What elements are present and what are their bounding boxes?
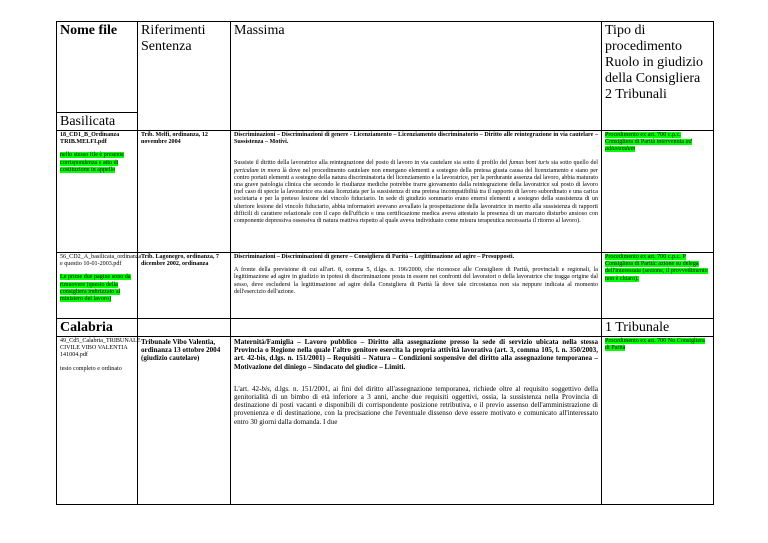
- file-cell: [57, 253, 142, 319]
- procedure-cell: [602, 253, 714, 319]
- table-row: [57, 131, 714, 253]
- section-calabria-tribunali: 1 Tribunale: [602, 319, 714, 337]
- procedure-cell: [602, 337, 714, 505]
- file-name: 56_CD2_A_basilicata_ordinanza e questio 10-01-2003.pdf: [60, 254, 142, 268]
- reference-cell: Trib. Lagonegro, ordinanza, 7 dicembre 2002, ordinanza: [138, 253, 231, 319]
- massima-title: Discriminazioni – Discriminazioni di genere - Licenziamento – Licenziamento discriminatorio – Diritto alle reintegrazione in via cautelare – Sussistenza – Motivi.: [234, 132, 598, 146]
- procedure-type: Procedimento ex art. 700 c.p.c. Consigliera di Parità intervenuta ad adiuvandum: [605, 132, 692, 153]
- massima-title: Discriminazioni – Discriminazioni di genere – Consigliera di Parità – Legittimazione ad agire – Presupposti.: [234, 254, 515, 260]
- file-cell: [57, 337, 141, 505]
- reference-cell: Tribunale Vibo Valentia, ordinanza 13 ottobre 2004 (giudizio cautelare): [138, 337, 231, 505]
- table-row: [57, 337, 714, 505]
- section-calabria-region: Calabria: [57, 319, 138, 337]
- section-basilicata-tribunali: 2 Tribunali: [605, 87, 667, 102]
- procedure-cell: [602, 131, 714, 253]
- sentences-table: [56, 21, 714, 505]
- header-tipo-procedimento: Tipo di procedimento Ruolo in giudizio della Consigliera 2 Tribunali: [602, 22, 714, 131]
- procedure-type: Procedimento ex art. 700 c.p.c. P Consigliera di Parità: azione su delega dell'interessata (sezione, il provvedimento non è chiaro).: [605, 254, 708, 282]
- procedure-type: Procedimento ex art. 700 No Consigliera di Parità: [605, 338, 705, 352]
- file-note: Le prime due pagine sono da rimuovere (questo della consigliera indirizzato al ministero del lavoro): [60, 274, 131, 303]
- massima-cell: [231, 253, 602, 319]
- section-basilicata-region: Basilicata: [57, 113, 138, 131]
- massima-cell: [231, 337, 602, 505]
- table-row: [57, 253, 714, 319]
- massima-text: L'art. 42-bis, d.lgs. n. 151/2001, ai fini del diritto all'assegnazione temporanea, richiede oltre al requisito soggettivo della genitorialità di un bimbo di età inferiore a 3 anni, anche due requisiti oggettivi, ossia, la sussistenza nella Provincia di destinazione di posti vacanti e disponibili di corrispondente posizione retributiva, e il previo assenso dell'amministrazione di provenienza e di destinazione, con la precisazione che l'eventuale dissenso deve essere motivato e comunicato all'interessato entro 30 giorni dalla domanda. I due: [234, 384, 598, 426]
- empty-cell: [231, 319, 602, 337]
- section-calabria-row: [57, 319, 714, 337]
- file-note: testo completo e ordinato: [60, 365, 122, 372]
- header-nome-file: Nome file: [57, 22, 138, 113]
- file-cell: [57, 131, 138, 253]
- header-massima: Massima: [231, 22, 602, 131]
- massima-text: A fronte della previsione di cui all'art. 8, comma 5, d.lgs. n. 196/2000, che riconosce alle Consigliere di Parità, provinciali e regionali, la legittimazione ad agire in giudizio in ipotesi di discriminazione posta in essere nei confronti del lavoratori o della lavoratrice che tragga origine dal sesso, deve escludersi la legittimazione ad agire della Consigliera di Parità là dove tale circostanza non sia neppure indicata al momento dell'esercizio dell'azione.: [234, 267, 598, 295]
- file-name: 49_Cd5_Calabria_TRIBUNALE CIVILE VIBO VALENTIA 141004.pdf: [60, 338, 141, 359]
- massima-title: Maternità/Famiglia – Lavoro pubblico – Diritto alla assegnazione presso la sede di servizio ubicata nella stessa Provincia o Regione nella quale l'altro genitore esercita la propria attività lavorativa (art. 3, comma 105, l. n. 350/2003, art. 42-bis, d.lgs. n. 151/2001) – Requisiti – Natura – Condizioni sospensive del diritto alla assegnazione temporanea – Motivazione del diniego – Sindacato del giudice – Limiti.: [234, 338, 598, 371]
- header-row: [57, 22, 714, 113]
- massima-cell: [231, 131, 602, 253]
- header-riferimenti: Riferimenti Sentenza: [138, 22, 231, 131]
- file-note: nello stesso file è presente corrispondenza e atto di costituzione in appello: [60, 152, 124, 173]
- empty-cell: [138, 319, 231, 337]
- file-name: 18_CD1_B_Ordinanza TRIB.MELFI.pdf: [60, 132, 120, 146]
- massima-text: Sussiste il diritto della lavoratrice alla reintegrazione del posto di lavoro in via cautelare sia sotto il profilo del fumus boni iuris sia sotto quello del periculum in mora là dove nel procedimento cautelare non emergano elementi a sostegno della pretesa giusta causa del licenziamento e siano per contro portati elementi a sostegno della natura discriminatoria del licenziamento e la lavoratrice, per la perdurante assenza dal lavoro, abbia maturato una grave patologia clinica che secondo le risultanze mediche potrebbe trarre giovamento dalla reintegrazione della lavoratrice sul posto di lavoro (nel caso di specie la lavoratrice era stata licenziata per la sussistenza di una pretesa incompatibilità tra il rapporto di lavoro subordinato e una carica societaria e per la preteso lesione del vincolo fiduciario. In sede di giudizio sommario erano emersi elementi a sostegno della sussistenza di un ulteriore lesione del vincolo fiduciario, abbia informatori avevano avvallato la prospettazione della lavoratrice in merito alla sussistenza di rapporti difficili di carattere relazionale con il capo dell'ufficio e una certificazione medica aveva attestato la presenza di un marcato disturbo ansioso con componente depressiva ossessiva di natura reattiva rispetto al quale aveva individuato come misura terapeutica necessaria il ritorno al lavoro).: [234, 160, 598, 225]
- reference-cell: Trib. Melfi, ordinanza, 12 novembre 2004: [138, 131, 231, 253]
